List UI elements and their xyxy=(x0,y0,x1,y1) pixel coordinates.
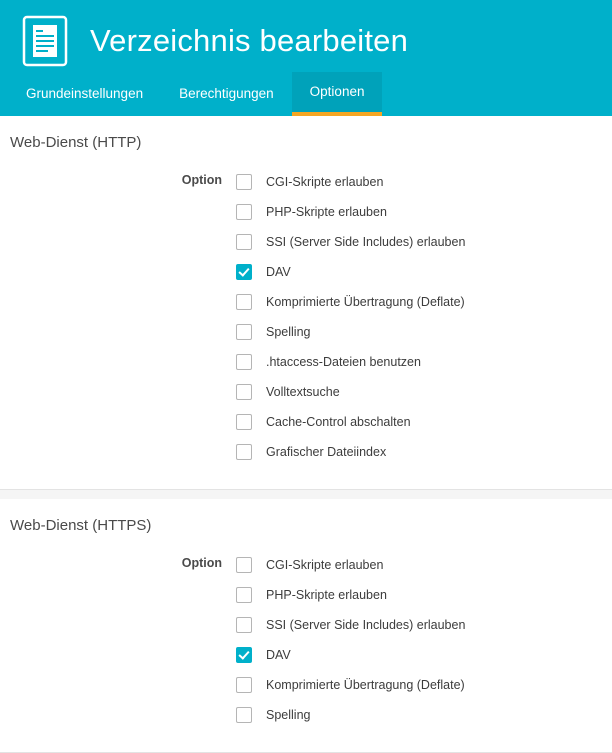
tab-berechtigungen[interactable]: Berechtigungen xyxy=(179,86,274,101)
option-label-https: Option xyxy=(181,556,222,570)
option-field-http xyxy=(0,167,612,467)
checkbox-label[interactable]: PHP-Skripte erlauben xyxy=(266,588,387,602)
checkbox-label[interactable]: SSI (Server Side Includes) erlauben xyxy=(266,618,466,632)
checkbox-label[interactable]: Grafischer Dateiindex xyxy=(266,445,387,459)
tab-bar xyxy=(0,72,612,116)
checkbox-spelling-http[interactable] xyxy=(236,324,252,340)
checkbox-spelling-https[interactable] xyxy=(236,707,252,723)
list-item[interactable] xyxy=(236,550,612,580)
checkbox-deflate-https[interactable] xyxy=(236,677,252,693)
list-item[interactable] xyxy=(236,670,612,700)
list-item[interactable] xyxy=(236,227,612,257)
checkbox-cgi-http[interactable] xyxy=(236,174,252,190)
section-https xyxy=(0,499,612,753)
checkbox-label[interactable]: .htaccess-Dateien benutzen xyxy=(266,355,421,369)
list-item[interactable] xyxy=(236,317,612,347)
list-item[interactable] xyxy=(236,257,612,287)
document-icon xyxy=(22,15,68,67)
list-item[interactable] xyxy=(236,407,612,437)
checkbox-label[interactable]: DAV xyxy=(266,265,291,279)
list-item[interactable] xyxy=(236,640,612,670)
tab-grundeinstellungen[interactable]: Grundeinstellungen xyxy=(26,86,144,101)
list-item[interactable] xyxy=(236,167,612,197)
page-header xyxy=(0,0,612,116)
section-title-https: Web-Dienst (HTTPS) xyxy=(10,517,152,534)
checkbox-deflate-http[interactable] xyxy=(236,294,252,310)
tab-optionen[interactable]: Optionen xyxy=(292,72,383,116)
list-item[interactable] xyxy=(236,437,612,467)
checkbox-dav-http[interactable] xyxy=(236,264,252,280)
checkbox-label[interactable]: Volltextsuche xyxy=(266,385,340,399)
checkbox-htaccess-http[interactable] xyxy=(236,354,252,370)
checkbox-label[interactable]: DAV xyxy=(266,648,291,662)
checkbox-ssi-http[interactable] xyxy=(236,234,252,250)
checkbox-label[interactable]: Spelling xyxy=(266,708,311,722)
checkbox-label[interactable]: Cache-Control abschalten xyxy=(266,415,411,429)
checkbox-label[interactable]: SSI (Server Side Includes) erlauben xyxy=(266,235,466,249)
list-item[interactable] xyxy=(236,377,612,407)
list-item[interactable] xyxy=(236,197,612,227)
checkbox-list-http xyxy=(236,167,612,467)
checkbox-label[interactable]: Komprimierte Übertragung (Deflate) xyxy=(266,678,465,692)
checkbox-cgi-https[interactable] xyxy=(236,557,252,573)
checkbox-php-http[interactable] xyxy=(236,204,252,220)
checkbox-list-https xyxy=(236,550,612,730)
checkbox-dav-https[interactable] xyxy=(236,647,252,663)
option-label-http: Option xyxy=(181,173,222,187)
list-item[interactable] xyxy=(236,610,612,640)
checkbox-cache-control-http[interactable] xyxy=(236,414,252,430)
checkbox-label[interactable]: CGI-Skripte erlauben xyxy=(266,558,384,572)
checkbox-label[interactable]: CGI-Skripte erlauben xyxy=(266,175,384,189)
checkbox-php-https[interactable] xyxy=(236,587,252,603)
checkbox-ssi-https[interactable] xyxy=(236,617,252,633)
section-http xyxy=(0,116,612,490)
list-item[interactable] xyxy=(236,700,612,730)
header-title-row xyxy=(0,0,612,72)
option-field-https xyxy=(0,550,612,730)
section-title-http: Web-Dienst (HTTP) xyxy=(10,134,142,151)
page-title: Verzeichnis bearbeiten xyxy=(90,23,409,58)
checkbox-label[interactable]: Komprimierte Übertragung (Deflate) xyxy=(266,295,465,309)
list-item[interactable] xyxy=(236,347,612,377)
checkbox-dateiindex-http[interactable] xyxy=(236,444,252,460)
list-item[interactable] xyxy=(236,580,612,610)
checkbox-label[interactable]: Spelling xyxy=(266,325,311,339)
checkbox-label[interactable]: PHP-Skripte erlauben xyxy=(266,205,387,219)
checkbox-volltextsuche-http[interactable] xyxy=(236,384,252,400)
list-item[interactable] xyxy=(236,287,612,317)
